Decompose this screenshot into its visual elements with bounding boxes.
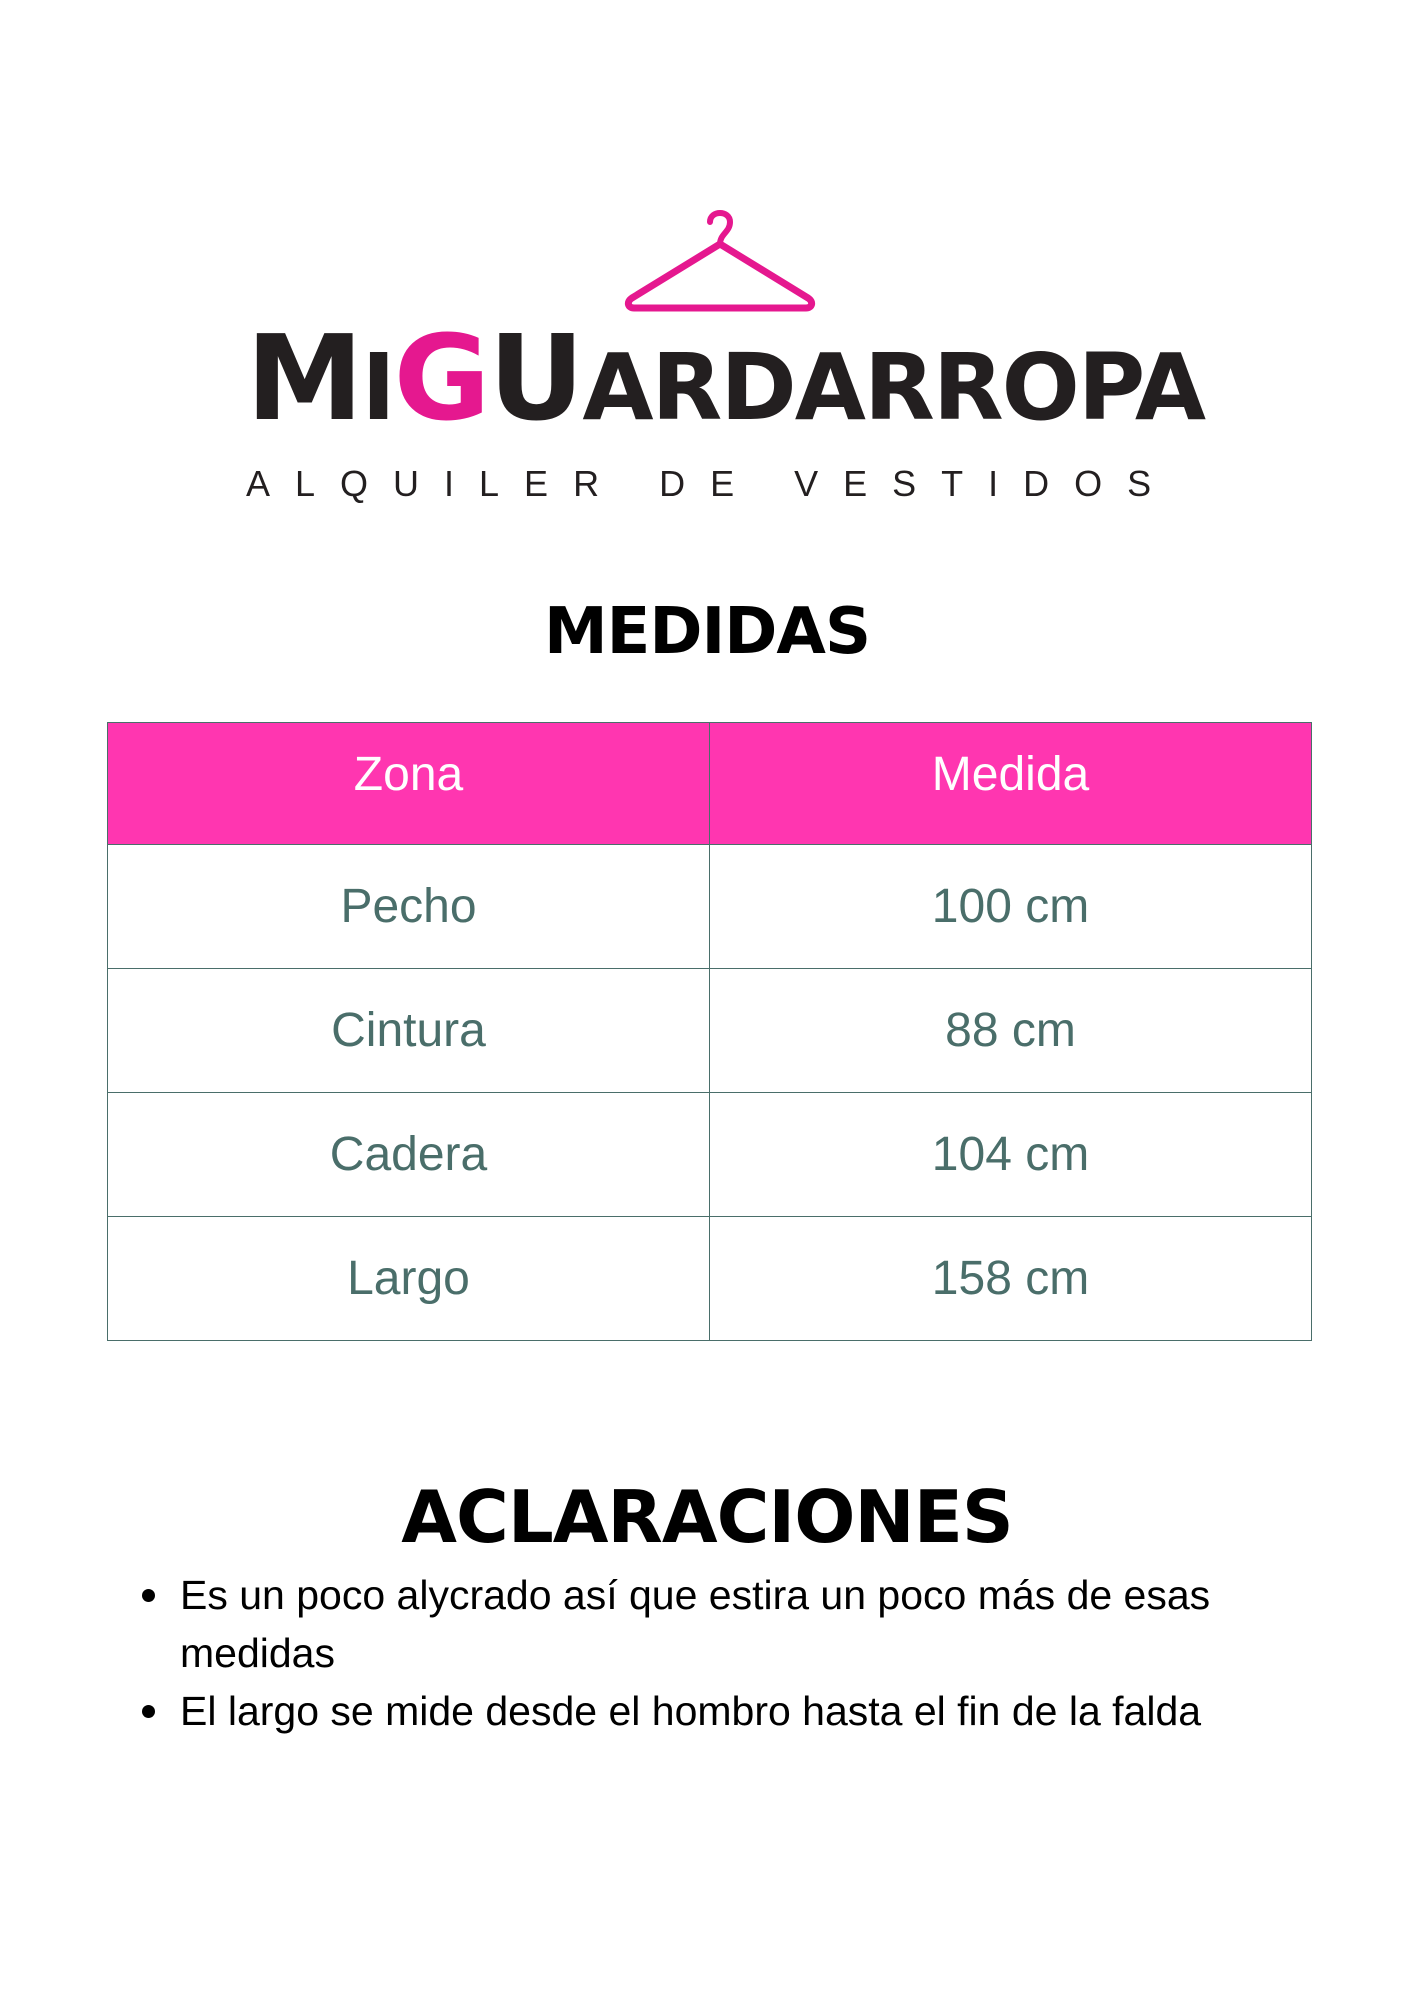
notes-list <box>180 1566 1290 1740</box>
brand-logo <box>246 309 1205 447</box>
brand-tagline: ALQUILER DE VESTIDOS <box>246 463 1177 504</box>
table-row <box>108 845 1312 969</box>
table-row <box>108 1093 1312 1217</box>
measure-cell: 88 cm <box>710 969 1312 1093</box>
list-item <box>180 1682 1290 1740</box>
list-item <box>180 1566 1290 1682</box>
brand-part-2-rest: ARDARROPA <box>582 334 1205 441</box>
hanger-icon <box>622 200 818 312</box>
notes-title: ACLARACIONES <box>401 1475 1013 1559</box>
table-row <box>108 969 1312 1093</box>
bullet-icon <box>142 1589 155 1602</box>
column-header-zone: Zona <box>108 723 710 845</box>
brand-part-2 <box>488 309 1205 447</box>
measures-title: MEDIDAS <box>543 595 871 669</box>
table-row <box>108 1217 1312 1341</box>
measure-cell: 100 cm <box>710 845 1312 969</box>
brand-part-2-initial: U <box>488 309 583 447</box>
measure-cell: 104 cm <box>710 1093 1312 1217</box>
note-text: El largo se mide desde el hombro hasta el fin de la falda <box>180 1688 1202 1734</box>
table-header-row <box>108 723 1312 845</box>
brand-part-1 <box>246 309 394 447</box>
zone-cell: Pecho <box>108 845 710 969</box>
measure-cell: 158 cm <box>710 1217 1312 1341</box>
brand-part-1-rest: I <box>361 334 394 441</box>
measures-table <box>107 722 1312 1341</box>
note-text: Es un poco alycrado así que estira un poco más de esas medidas <box>180 1572 1211 1676</box>
column-header-measure: Medida <box>710 723 1312 845</box>
zone-cell: Cintura <box>108 969 710 1093</box>
brand-part-1-initial: M <box>246 309 362 447</box>
bullet-icon <box>142 1705 155 1718</box>
brand-accent-letter: G <box>393 309 489 447</box>
zone-cell: Cadera <box>108 1093 710 1217</box>
zone-cell: Largo <box>108 1217 710 1341</box>
